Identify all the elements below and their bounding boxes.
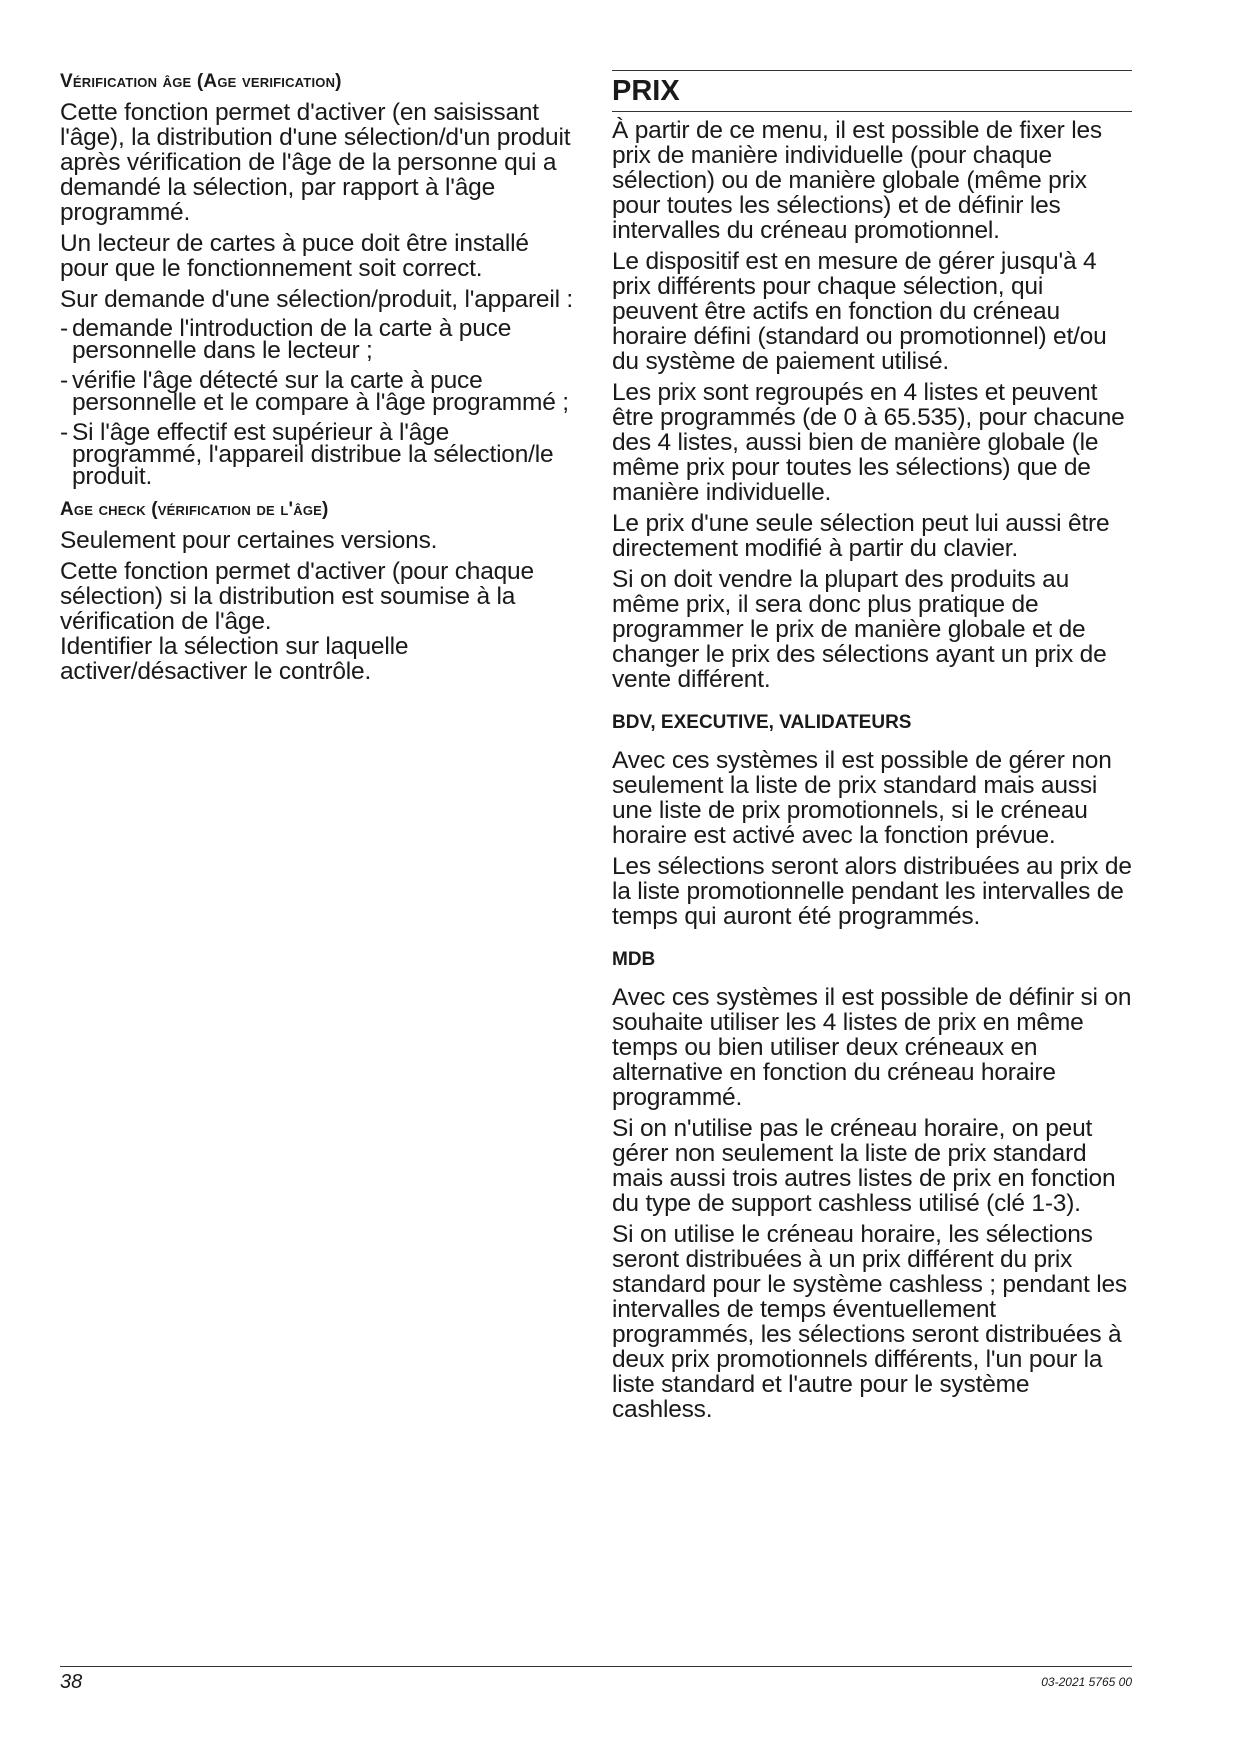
paragraph: Si on n'utilise pas le créneau horaire, on peut gérer non seulement la liste de prix standard mais aussi trois autres listes de prix en fonction du type de support cashless utilisé (clé 1-3). <box>612 1115 1116 1217</box>
section-heading-age-check: Age check (vérification de l'âge) <box>60 499 329 520</box>
paragraph: Cette fonction permet d'activer (en saisissant l'âge), la distribution d'une sélection/d'un produit après vérification de l'âge de la personne qui a demandé la sélection, par rapport à l'âge programmé. <box>60 99 571 226</box>
paragraph: Cette fonction permet d'activer (pour chaque sélection) si la distribution est soumise à la vérification de l'âge. <box>60 558 534 635</box>
left-column <box>60 68 580 690</box>
paragraph: Le prix d'une seule sélection peut lui aussi être directement modifié à partir du clavier. <box>612 510 1110 562</box>
paragraph: Identifier la sélection sur laquelle activer/désactiver le contrôle. <box>60 633 409 685</box>
paragraph: Sur demande d'une sélection/produit, l'appareil : <box>60 286 574 313</box>
paragraph: Avec ces systèmes il est possible de définir si on souhaite utiliser les 4 listes de prix en même temps ou bien utiliser deux créneaux en alternative en fonction du créneau horaire programmé. <box>612 984 1132 1111</box>
paragraph: Avec ces systèmes il est possible de gérer non seulement la liste de prix standard mais aussi une liste de prix promotionnels, si le créneau horaire est activé avec la fonction prévue. <box>612 747 1112 849</box>
right-column <box>612 70 1132 1428</box>
paragraph: Le dispositif est en mesure de gérer jusqu'à 4 prix différents pour chaque sélection, qui peuvent être actifs en fonction du créneau horaire défini (standard ou promotionnel) et/ou du système de paiement utilisé. <box>612 248 1107 375</box>
paragraph: Un lecteur de cartes à puce doit être installé pour que le fonctionnement soit correct. <box>60 230 529 282</box>
subheading-mdb: MDB <box>612 949 656 970</box>
subheading-bdv: BDV, EXECUTIVE, VALIDATEURS <box>612 712 912 733</box>
section-heading-age-verification: Vérification âge (Age verification) <box>60 71 342 92</box>
paragraph: Si on doit vendre la plupart des produits au même prix, il sera donc plus pratique de programmer le prix de manière globale et de changer le prix des sélections ayant un prix de vente différent. <box>612 566 1107 693</box>
list-item: - vérifie l'âge détecté sur la carte à puce personnelle et le compare à l'âge programmé ; <box>60 370 580 414</box>
paragraph: Les prix sont regroupés en 4 listes et peuvent être programmés (de 0 à 65.535), pour chacune des 4 listes, aussi bien de manière globale (le même prix pour toutes les sélections) que de manière individuelle. <box>612 379 1125 506</box>
document-code: 03-2021 5765 00 <box>1041 1675 1132 1689</box>
list-item: - demande l'introduction de la carte à puce personnelle dans le lecteur ; <box>60 318 580 362</box>
paragraph: Les sélections seront alors distribuées au prix de la liste promotionnelle pendant les intervalles de temps qui auront été programmés. <box>612 853 1132 930</box>
dash-list <box>60 315 580 490</box>
page-number: 38 <box>60 1671 83 1693</box>
list-item: - Si l'âge effectif est supérieur à l'âge programmé, l'appareil distribue la sélection/le produit. <box>60 422 580 488</box>
page-footer <box>60 1666 1132 1697</box>
paragraph: Si on utilise le créneau horaire, les sélections seront distribuées à un prix différent du prix standard pour le système cashless ; pendant les intervalles de temps éventuellement programmés, les sélections seront distribuées à deux prix promotionnels différents, l'un pour la liste standard et l'autre pour le système cashless. <box>612 1221 1127 1423</box>
paragraph: À partir de ce menu, il est possible de fixer les prix de manière individuelle (pour chaque sélection) ou de manière globale (même prix pour toutes les sélections) et de définir les intervalles du créneau promotionnel. <box>612 117 1102 244</box>
paragraph: Seulement pour certaines versions. <box>60 527 438 554</box>
section-title-prix: PRIX <box>612 70 1132 112</box>
